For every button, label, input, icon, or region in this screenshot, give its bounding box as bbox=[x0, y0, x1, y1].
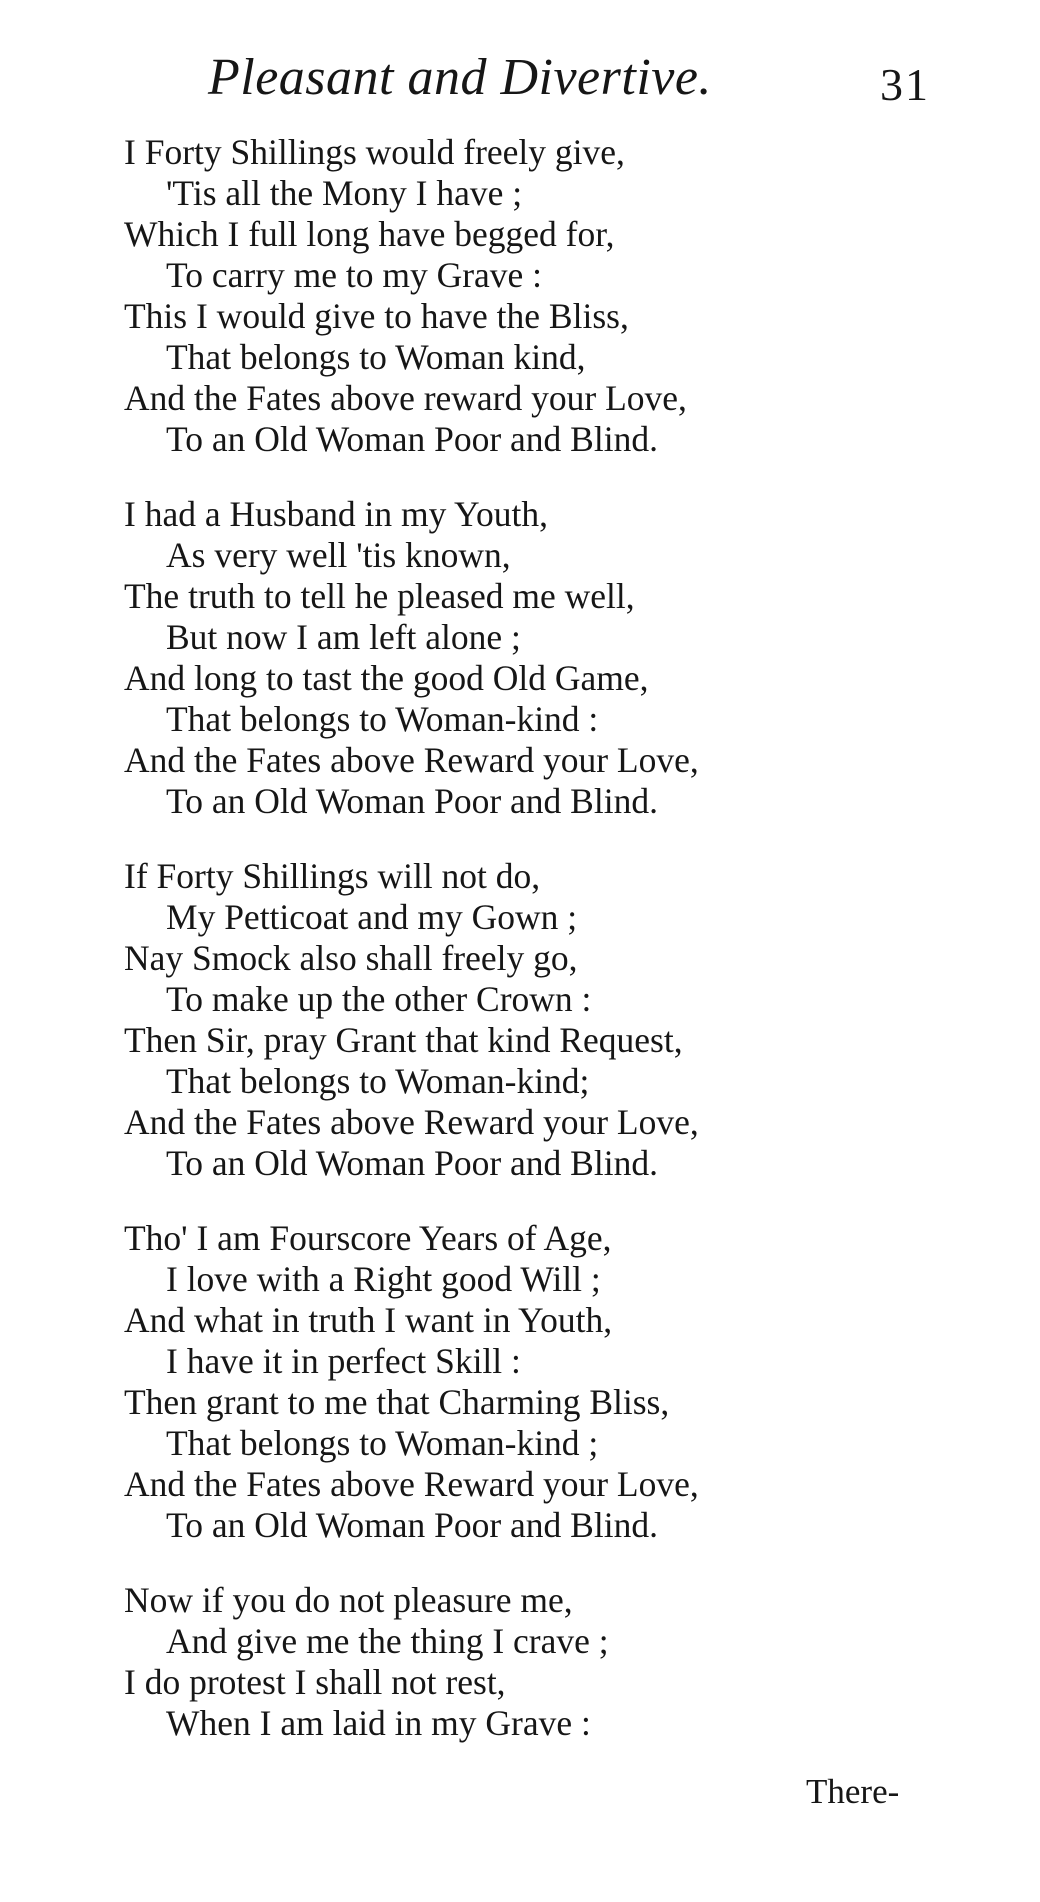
catchword: There- bbox=[806, 1772, 900, 1811]
verse-line: And the Fates above Reward your Love, bbox=[124, 1102, 699, 1142]
stanza-2 bbox=[124, 494, 1024, 822]
verse-line: To an Old Woman Poor and Blind. bbox=[166, 419, 658, 459]
verse-line: Tho' I am Fourscore Years of Age, bbox=[124, 1218, 612, 1258]
verse-line: That belongs to Woman-kind : bbox=[166, 699, 599, 739]
verse-line: To an Old Woman Poor and Blind. bbox=[166, 1143, 658, 1183]
verse-line: If Forty Shillings will not do, bbox=[124, 856, 541, 896]
poem-body bbox=[124, 132, 1024, 1778]
verse-line: And the Fates above Reward your Love, bbox=[124, 740, 699, 780]
stanza-4 bbox=[124, 1218, 1024, 1546]
verse-line: That belongs to Woman kind, bbox=[166, 337, 586, 377]
verse-line: This I would give to have the Bliss, bbox=[124, 296, 629, 336]
verse-line: 'Tis all the Mony I have ; bbox=[166, 173, 523, 213]
verse-line: To an Old Woman Poor and Blind. bbox=[166, 781, 658, 821]
verse-line: Then grant to me that Charming Bliss, bbox=[124, 1382, 670, 1422]
verse-line: To make up the other Crown : bbox=[166, 979, 592, 1019]
running-head: Pleasant and Divertive. bbox=[208, 49, 712, 106]
verse-line: Nay Smock also shall freely go, bbox=[124, 938, 578, 978]
verse-line: Now if you do not pleasure me, bbox=[124, 1580, 573, 1620]
stanza-1 bbox=[124, 132, 1024, 460]
verse-line: When I am laid in my Grave : bbox=[166, 1703, 591, 1743]
verse-line: And what in truth I want in Youth, bbox=[124, 1300, 613, 1340]
verse-line: The truth to tell he pleased me well, bbox=[124, 576, 635, 616]
verse-line: To carry me to my Grave : bbox=[166, 255, 543, 295]
stanza-3 bbox=[124, 856, 1024, 1184]
verse-line: To an Old Woman Poor and Blind. bbox=[166, 1505, 658, 1545]
verse-line: But now I am left alone ; bbox=[166, 617, 521, 657]
verse-line: I love with a Right good Will ; bbox=[166, 1259, 601, 1299]
verse-line: I do protest I shall not rest, bbox=[124, 1662, 506, 1702]
verse-line: I have it in perfect Skill : bbox=[166, 1341, 521, 1381]
verse-line: And the Fates above Reward your Love, bbox=[124, 1464, 699, 1504]
verse-line: That belongs to Woman-kind; bbox=[166, 1061, 590, 1101]
verse-line: I had a Husband in my Youth, bbox=[124, 494, 549, 534]
verse-line: That belongs to Woman-kind ; bbox=[166, 1423, 599, 1463]
verse-line: I Forty Shillings would freely give, bbox=[124, 132, 625, 172]
verse-line: Then Sir, pray Grant that kind Request, bbox=[124, 1020, 683, 1060]
stanza-5 bbox=[124, 1580, 1024, 1744]
verse-line: My Petticoat and my Gown ; bbox=[166, 897, 578, 937]
verse-line: And the Fates above reward your Love, bbox=[124, 378, 687, 418]
verse-line: As very well 'tis known, bbox=[166, 535, 511, 575]
page-number: 31 bbox=[880, 59, 930, 110]
verse-line: And long to tast the good Old Game, bbox=[124, 658, 649, 698]
page-header bbox=[0, 48, 1040, 108]
verse-line: And give me the thing I crave ; bbox=[166, 1621, 609, 1661]
verse-line: Which I full long have begged for, bbox=[124, 214, 615, 254]
